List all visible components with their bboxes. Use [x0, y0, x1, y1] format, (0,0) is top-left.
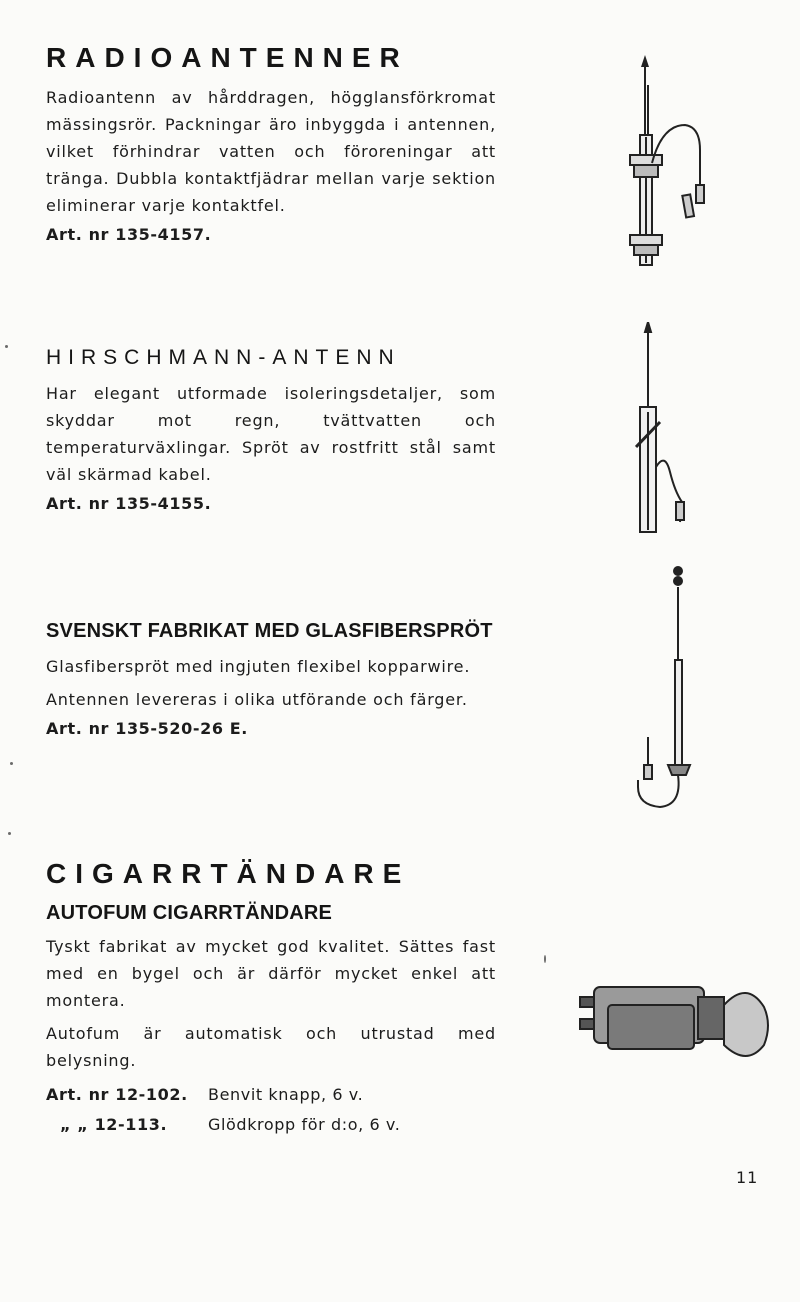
- section-svenskt-fabrikat: [46, 620, 496, 738]
- page-number: 11: [736, 1168, 759, 1187]
- section-cigarrtandare: [46, 858, 496, 1140]
- section-body-2: Autofum är automatisk och utrustad med belysning.: [46, 1024, 496, 1070]
- radio-antenna-illustration: [610, 55, 720, 275]
- hirschmann-antenna-illustration: [620, 322, 700, 537]
- scan-speck: [544, 955, 546, 963]
- section-body: Radioantenn av hårddragen, högglansförkromat mässingsrör. Packningar äro inbyggda i antennen, vilket förhindrar vatten och föroreningar att tränga. Dubbla kontaktfjädrar mellan varje sektion eliminerar varje kontaktfel.: [46, 88, 496, 215]
- section-subtitle: AUTOFUM CIGARRTÄNDARE: [46, 902, 333, 924]
- scan-speck: [5, 345, 8, 348]
- article-code: „ „ 12-113.: [60, 1115, 168, 1134]
- cigarette-lighter-illustration: [572, 975, 777, 1075]
- section-body: Har elegant utformade isoleringsdetaljer, som skyddar mot regn, tvättvatten och temperaturväxlingar. Spröt av rostfritt stål samt väl skärmad kabel.: [46, 384, 496, 484]
- section-body-2: Antennen levereras i olika utförande och färger.: [46, 690, 468, 709]
- article-row: [46, 1080, 496, 1110]
- scan-speck: [10, 762, 13, 765]
- section-title: RADIOANTENNER: [46, 42, 409, 73]
- article-code: Art. nr 12-102.: [46, 1085, 188, 1104]
- article-number: Art. nr 135-520-26 E.: [46, 719, 248, 738]
- section-title: CIGARRTÄNDARE: [46, 858, 411, 889]
- section-hirschmann-antenn: [46, 346, 496, 513]
- section-title: HIRSCHMANN-ANTENN: [46, 346, 401, 369]
- section-title: SVENSKT FABRIKAT MED GLASFIBERSPRÖT: [46, 620, 493, 642]
- section-radioantenner: [46, 42, 496, 244]
- article-description: Benvit knapp, 6 v.: [208, 1085, 364, 1104]
- scan-speck: [8, 832, 11, 835]
- section-body: Glasfiberspröt med ingjuten flexibel kopparwire.: [46, 657, 471, 676]
- article-number: Art. nr 135-4155.: [46, 494, 212, 513]
- article-number: Art. nr 135-4157.: [46, 225, 212, 244]
- section-body: Tyskt fabrikat av mycket god kvalitet. Sättes fast med en bygel och är därför mycket enkel att montera.: [46, 937, 496, 1010]
- article-description: Glödkropp för d:o, 6 v.: [208, 1115, 401, 1134]
- article-row: [46, 1110, 496, 1140]
- fiberglass-antenna-illustration: [630, 565, 710, 815]
